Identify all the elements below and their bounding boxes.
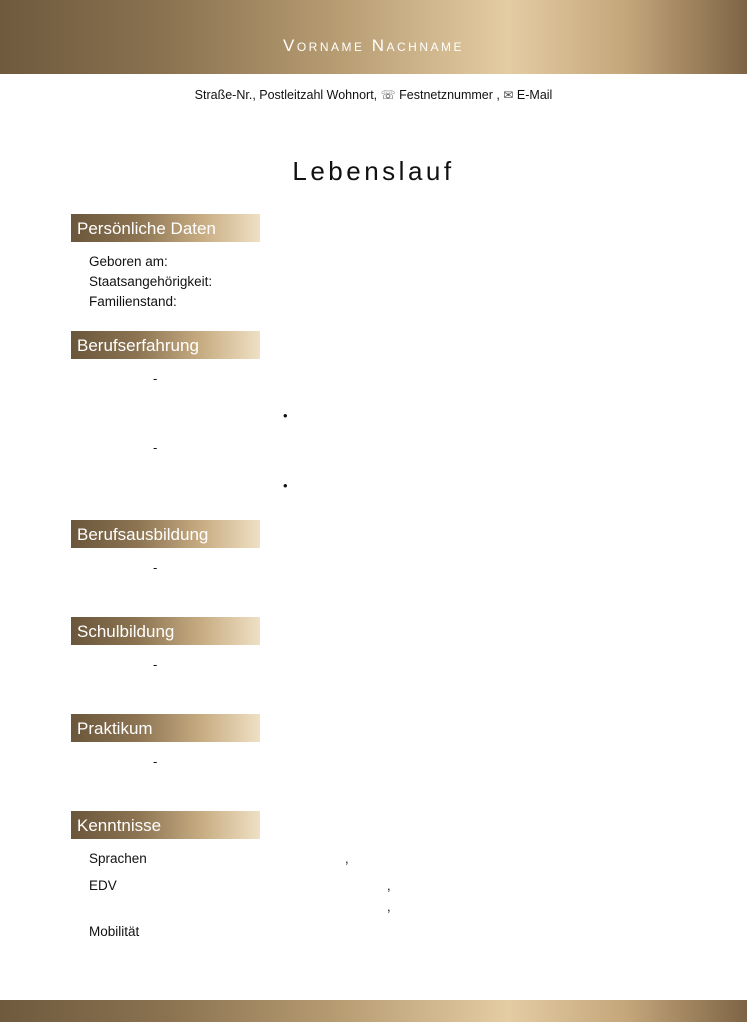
phone-number: Festnetznummer ,	[399, 88, 500, 102]
email-icon: ✉	[503, 88, 514, 102]
experience-date-dash: -	[153, 440, 158, 455]
section-heading-internship: Praktikum	[71, 714, 260, 742]
label-mobility: Mobilität	[89, 924, 140, 939]
address: Straße-Nr., Postleitzahl Wohnort,	[194, 88, 378, 102]
label-marital-status: Familienstand:	[89, 294, 177, 309]
section-heading-training: Berufsausbildung	[71, 520, 260, 548]
label-birth-date: Geboren am:	[89, 254, 168, 269]
applicant-name: Vorname Nachname	[282, 36, 464, 55]
phone-icon: ☏	[380, 88, 396, 102]
it-separator: ,	[387, 878, 391, 893]
email-address: E-Mail	[516, 88, 553, 102]
experience-bullet: •	[283, 408, 288, 423]
section-heading-personal: Persönliche Daten	[71, 214, 260, 242]
footer-band	[0, 1000, 747, 1022]
experience-date-dash: -	[153, 371, 158, 386]
label-languages: Sprachen	[89, 851, 147, 866]
section-heading-skills: Kenntnisse	[71, 811, 260, 839]
it-separator: ,	[387, 899, 391, 914]
contact-line	[0, 88, 747, 102]
section-heading-school: Schulbildung	[71, 617, 260, 645]
training-date-dash: -	[153, 560, 158, 575]
languages-separator: ,	[345, 851, 349, 866]
school-date-dash: -	[153, 657, 158, 672]
label-nationality: Staatsangehörigkeit:	[89, 274, 213, 289]
section-heading-experience: Berufserfahrung	[71, 331, 260, 359]
page-title: Lebenslauf	[292, 156, 455, 186]
label-it-skills: EDV	[89, 878, 117, 893]
internship-date-dash: -	[153, 754, 158, 769]
experience-bullet: •	[283, 478, 288, 493]
